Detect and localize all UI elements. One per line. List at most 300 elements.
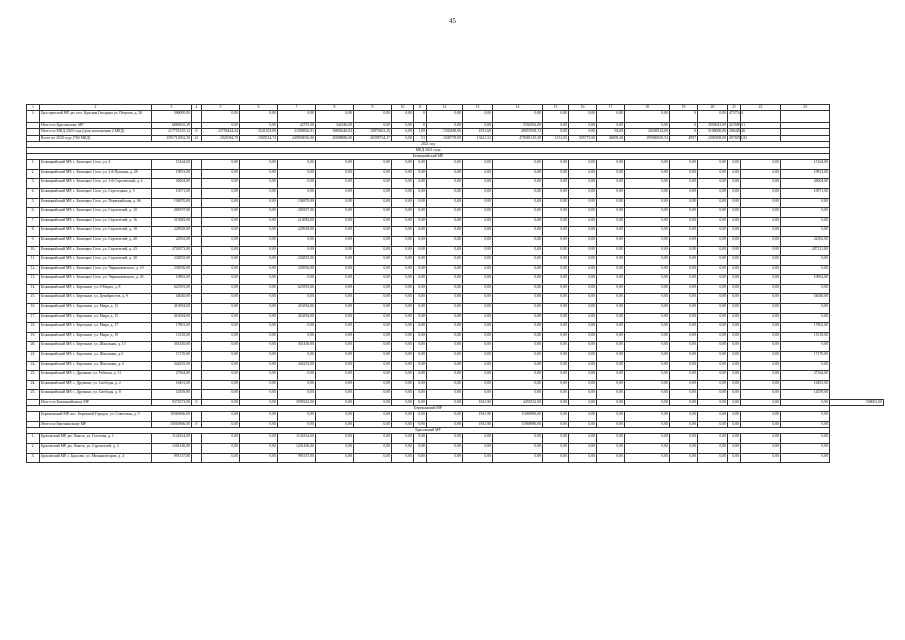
value-cell: 0,00 [728,275,741,285]
value-cell: 0,00 [414,179,427,189]
column-number: 2 [40,105,152,111]
value-cell: 0,00 [240,434,278,444]
value-cell: 0,00 [543,422,569,428]
last-cost: 0,00 [781,313,830,323]
value-cell: 0,00 [543,294,569,304]
value-cell: 0,00 [625,179,670,189]
total-cost: 1201436,00 [152,443,192,453]
value-cell: 0,00 [427,313,463,323]
value-cell: 0,00 [493,294,543,304]
facade-cost: 11069986,00 [493,412,543,422]
value-cell: 1931,60 [463,129,493,135]
roof-cost: 0,00 [278,390,316,400]
table-row [27,236,884,246]
roof-cost: 0,00 [278,294,316,304]
table-body [27,105,884,463]
value-cell: 0,00 [316,313,354,323]
value-cell: 0,00 [741,380,781,390]
value-cell: 0,00 [569,390,597,400]
value-cell: 45698886,00 [316,135,354,141]
value-cell: 0,00 [316,111,354,123]
roof-cost: 0,00 [278,169,316,179]
value-cell: 0,00 [392,400,414,406]
value-cell: 0,00 [670,313,698,323]
value-cell: 0,00 [493,275,543,285]
value-cell: 0,00 [354,217,392,227]
value-cell: 0,00 [427,323,463,333]
value-cell: 0,00 [597,342,625,352]
value-cell: 0,00 [240,227,278,237]
value-cell: 0,00 [493,453,543,463]
value-cell: 0,00 [392,227,414,237]
value-cell: 0,00 [625,361,670,371]
value-cell: 0 [414,123,427,129]
value-cell: 478581310,39 [493,135,543,141]
district-total-label: Итого по Бережанскому МР [40,422,152,428]
value-cell: 0,00 [728,265,741,275]
value-cell: 0,00 [625,123,670,129]
value-cell: 0,00 [392,188,414,198]
value-cell: 0,00 [463,304,493,314]
value-cell: 2209308,69 [698,135,728,141]
value-cell: 0,00 [392,135,414,141]
row-number: 4. [27,188,40,198]
value-cell: 0,00 [202,313,240,323]
value-cell: 0,00 [493,188,543,198]
value-cell: 0,00 [625,217,670,227]
count-cell [192,434,202,444]
value-cell: 0,00 [202,265,240,275]
value-cell: 0,00 [202,304,240,314]
value-cell: 0,00 [493,380,543,390]
value-cell: 0,00 [316,294,354,304]
row-number: 16. [27,304,40,314]
value-cell: 0,00 [392,129,414,135]
last-cost: 17801,00 [781,323,830,333]
count-cell [192,313,202,323]
value-cell: 0,00 [625,342,670,352]
value-cell: 0,00 [698,342,728,352]
district-title: Бережанский МР [27,406,830,412]
value-cell: 0,00 [414,313,427,323]
value-cell: 342346,00 [316,123,354,129]
value-cell: 0,00 [392,208,414,218]
value-cell: 0,00 [240,313,278,323]
value-cell: 0,00 [392,443,414,453]
roof-cost: 213082,00 [278,217,316,227]
value-cell: 0,00 [316,179,354,189]
value-cell: 0,00 [670,422,698,428]
value-cell: 0,00 [493,443,543,453]
value-cell: 0,00 [670,390,698,400]
value-cell: 0,00 [728,361,741,371]
address-cell: Бежицкийский МР, с. Бережное, ул. Декабристов, д. 9 [40,294,152,304]
value-cell: 0,00 [543,160,569,170]
column-number: 5 [202,105,240,111]
value-cell: 0,00 [240,179,278,189]
value-cell: 0,00 [543,400,569,406]
value-cell: 0,00 [741,265,781,275]
value-cell: 0,00 [728,443,741,453]
address-cell: Бежицкийский МР, с. Бежецкое Село, ул. Стрелецкая, д. 5 [40,188,152,198]
page-number: 45 [449,17,456,25]
value-cell: 0,00 [414,332,427,342]
value-cell: 0,00 [625,390,670,400]
value-cell: 0,00 [597,323,625,333]
last-cost: 538001,00 [830,400,884,406]
value-cell: 0,00 [670,217,698,227]
value-cell: 0,00 [543,371,569,381]
value-cell: 0,00 [202,111,240,123]
column-number: 19 [670,105,698,111]
row-number: 2. [27,169,40,179]
value-cell: 0,00 [597,179,625,189]
value-cell: 0,00 [569,434,597,444]
value-cell: 0,00 [427,246,463,256]
value-cell: 0,00 [316,275,354,285]
value-cell: 0,00 [543,111,569,123]
value-cell: 0,00 [597,227,625,237]
count-cell [192,265,202,275]
district-title: Бежицкийский МР [27,154,830,160]
count-cell [192,342,202,352]
table-row [27,284,884,294]
value-cell: 0,00 [463,361,493,371]
value-cell: 0,00 [670,453,698,463]
address-cell: Бежицкийский МР, с. Бежецкое Село, ул. 4 [40,160,152,170]
value-cell: 0,00 [728,169,741,179]
value-cell: 0,00 [392,380,414,390]
value-cell: 0,00 [427,198,463,208]
value-cell: 0,00 [202,434,240,444]
value-cell: 0,00 [543,246,569,256]
value-cell: 0,00 [741,332,781,342]
value-cell: 1151,65 [543,135,569,141]
value-cell: 0,00 [240,371,278,381]
value-cell: 0,00 [202,169,240,179]
value-cell: 0,00 [463,342,493,352]
total-cost: 27364,00 [152,371,192,381]
value-cell: 0,00 [728,160,741,170]
value-cell: 0,00 [414,422,427,428]
value-cell: 0,00 [543,323,569,333]
value-cell: 0,00 [392,284,414,294]
value-cell: 0,00 [392,217,414,227]
value-cell: 0,00 [670,342,698,352]
total-cost: 10563966,00 [152,422,192,428]
last-cost: 15164,00 [781,160,830,170]
value-cell: 0,00 [698,453,728,463]
value-cell: 26508124,60 [625,129,670,135]
column-number: 10 [392,105,414,111]
column-number: 11 [414,105,427,111]
value-cell: 0,00 [316,169,354,179]
value-cell: 0,00 [414,390,427,400]
value-cell: 0,00 [625,371,670,381]
address-cell: Бежицкийский МР, с. Бежецкое Село, ул. Первомайская, д. 66 [40,198,152,208]
value-cell: 423580,51 [729,123,746,127]
district-title: Брасовский МР [27,428,830,434]
table-row [27,265,884,275]
value-cell: 0,00 [414,434,427,444]
value-cell: 0,00 [463,332,493,342]
value-cell: 0,00 [392,256,414,266]
row-number: 25. [27,390,40,400]
value-cell: 0,00 [240,412,278,422]
total-cost: 386000,00 [152,111,192,123]
value-cell: 0,00 [240,160,278,170]
total-cost: 10571,00 [152,188,192,198]
value-cell: 0,00 [670,275,698,285]
address-cell: Бежицкийский МР, с. Бережное, ул. 8 Марта, д. 8 [40,284,152,294]
value-cell: 0,00 [698,169,728,179]
value-cell: 0,00 [240,294,278,304]
value-cell: 0,00 [597,313,625,323]
value-cell: 0,00 [414,323,427,333]
value-cell: 36009,40 [597,135,625,141]
value-cell: 0,00 [316,227,354,237]
value-cell: 0,00 [316,453,354,463]
value-cell: 0,00 [463,313,493,323]
value-cell: 0,00 [781,400,830,406]
value-cell: 0,00 [354,275,392,285]
value-cell: 0,00 [543,129,569,135]
value-cell: 0,00 [427,169,463,179]
value-cell: 0,00 [202,208,240,218]
total-cost: 10902,00 [152,275,192,285]
value-cell: 0,00 [670,179,698,189]
value-cell: 0,00 [493,169,543,179]
column-number: 23 [781,105,830,111]
value-cell: 0,00 [316,284,354,294]
value-cell: 0,00 [354,208,392,218]
total-cost: 229928,00 [152,227,192,237]
total-cost: 26004,00 [152,179,192,189]
value-cell: 0,00 [240,342,278,352]
value-cell: 0,00 [569,160,597,170]
value-cell: 0,00 [493,323,543,333]
value-cell: 0,00 [728,332,741,342]
total-cost: 208197,00 [152,208,192,218]
value-cell: 0,00 [569,246,597,256]
value-cell: 0,00 [240,400,278,406]
last-cost: 0,00 [781,265,830,275]
value-cell: 0,00 [493,246,543,256]
value-cell: 0,00 [543,434,569,444]
value-cell: 0,00 [670,332,698,342]
value-cell: 0,00 [781,422,830,428]
value-cell: 0,00 [493,371,543,381]
value-cell: 0,00 [463,284,493,294]
value-cell: 0,00 [625,400,670,406]
value-cell: 0,00 [569,294,597,304]
value-cell: 0,00 [427,111,463,123]
table-row [27,342,884,352]
value-cell: 0,00 [202,400,240,406]
row-number: 8. [27,227,40,237]
value-cell: 0,00 [728,208,741,218]
value-cell: 0,00 [698,246,728,256]
value-cell: 0,00 [543,265,569,275]
address-cell: Итого по МКД 2020 года (срок исполнения 2 МКД) [40,129,152,135]
value-cell: 0,00 [463,188,493,198]
total-cost: 15118,00 [152,332,192,342]
value-cell: 0,00 [202,227,240,237]
value-cell: 0,00 [493,236,543,246]
value-cell: 0,00 [698,265,728,275]
roof-cost: 234835,00 [278,256,316,266]
value-cell: 0,00 [625,422,670,428]
value-cell: 0,00 [493,361,543,371]
value-cell: 0,00 [278,422,316,428]
value-cell: 0,00 [414,304,427,314]
last-cost: 26004,00 [781,179,830,189]
value-cell: 0,00 [414,352,427,362]
value-cell: 0,00 [728,188,741,198]
count-cell [192,256,202,266]
value-cell: 0,00 [354,352,392,362]
value-cell: 0,00 [625,313,670,323]
value-cell: 0,00 [414,188,427,198]
last-cost: 0,00 [781,361,830,371]
value-cell: 0,00 [625,188,670,198]
table-row [27,380,884,390]
value-cell: 0,00 [543,380,569,390]
value-cell: 0,00 [316,188,354,198]
roof-cost: 194870,00 [278,198,316,208]
value-cell: 0,00 [202,198,240,208]
value-cell: 0,00 [354,434,392,444]
value-cell: 0,00 [597,188,625,198]
value-cell: 0,00 [741,246,781,256]
value-cell: 0,00 [354,123,392,129]
value-cell: 0,00 [625,304,670,314]
value-cell: 0,00 [202,236,240,246]
value-cell: 0,00 [698,208,728,218]
value-cell: 0,00 [493,179,543,189]
value-cell: 0,00 [427,275,463,285]
roof-cost: 0,00 [278,380,316,390]
roof-cost: 625593,00 [278,284,316,294]
value-cell: 0,00 [463,236,493,246]
table-row [27,323,884,333]
value-cell: 0,00 [354,256,392,266]
value-cell: 0,00 [597,443,625,453]
count-cell [192,169,202,179]
value-cell: 0,00 [625,208,670,218]
value-cell: 0,00 [597,422,625,428]
count-cell [192,361,202,371]
value-cell: 0,00 [698,227,728,237]
value-cell: 0,00 [463,390,493,400]
value-cell: 0,00 [670,400,698,406]
value-cell: 0,00 [625,265,670,275]
value-cell: 0,00 [240,111,278,123]
count-cell: 0 [192,129,202,135]
value-cell: 3058043,09 [698,123,728,129]
value-cell: 0,00 [316,443,354,453]
value-cell: 0,00 [316,160,354,170]
value-cell: 0,00 [569,443,597,453]
value-cell: 0,00 [741,313,781,323]
count-cell [192,371,202,381]
value-cell: 42791,00 [278,123,316,129]
area-cell: 1941,90 [463,412,493,422]
value-cell: 0,00 [463,443,493,453]
value-cell: 0,00 [414,265,427,275]
value-cell: 0,00 [493,390,543,400]
value-cell: 0,00 [354,453,392,463]
value-cell: 0,00 [728,198,741,208]
value-cell: 0,00 [728,352,741,362]
last-cost: 0,00 [781,342,830,352]
value-cell: 0,00 [392,412,414,422]
value-cell: 0,00 [670,284,698,294]
value-cell [741,111,781,123]
roof-cost: 0,00 [278,179,316,189]
value-cell: 0,00 [493,198,543,208]
value-cell: 296449,46 [729,129,746,134]
total-cost: 14559,00 [152,390,192,400]
value-cell: 13421,52 [463,135,493,141]
value-cell: 0,00 [741,443,781,453]
column-number: 15 [543,105,569,111]
table-row [27,443,884,453]
value-cell: 0,00 [463,246,493,256]
value-cell: 0,00 [316,400,354,406]
value-cell: 0,00 [698,313,728,323]
row-number: 11. [27,256,40,266]
count-cell [192,294,202,304]
value-cell: 0,00 [493,227,543,237]
value-cell: 0,00 [781,453,830,463]
value-cell: 0,00 [698,179,728,189]
table-row [27,412,884,422]
table-row [27,390,884,400]
value-cell: 0,00 [597,412,625,422]
value-cell: 0,00 [670,246,698,256]
value-cell: 0,00 [240,380,278,390]
value-cell: 0,00 [202,323,240,333]
address-cell: Бежицкийский МР, с. Дружино, ул. Рабочая, д. 11 [40,371,152,381]
value-cell: 0,00 [392,313,414,323]
value-cell: 0,00 [354,332,392,342]
column-number: 1 [27,105,40,111]
value-cell: 0 [670,129,698,135]
value-cell: 0,00 [493,304,543,314]
value-cell: 0,00 [427,294,463,304]
roof-cost: 238556,00 [278,265,316,275]
value-cell: 0,00 [414,217,427,227]
row-number [27,412,40,422]
row-number: 9. [27,236,40,246]
value-cell: 0,00 [698,412,728,422]
value-cell: 0,00 [728,294,741,304]
table-row [27,332,884,342]
value-cell: 0,00 [741,227,781,237]
value-cell: 0,00 [316,434,354,444]
value-cell: 0,00 [427,160,463,170]
value-cell: 0,00 [698,188,728,198]
address-cell: Брасовский МР, рп. Локоть, ул. Строителей, д. 3 [40,443,152,453]
value-cell: 0,00 [354,265,392,275]
value-cell: 0,00 [392,111,414,123]
row-number: 12. [27,265,40,275]
row-number: 3. [27,111,40,123]
column-number: 4 [192,105,202,111]
value-cell: 0,00 [625,111,670,123]
value-cell: 0,00 [569,129,597,135]
